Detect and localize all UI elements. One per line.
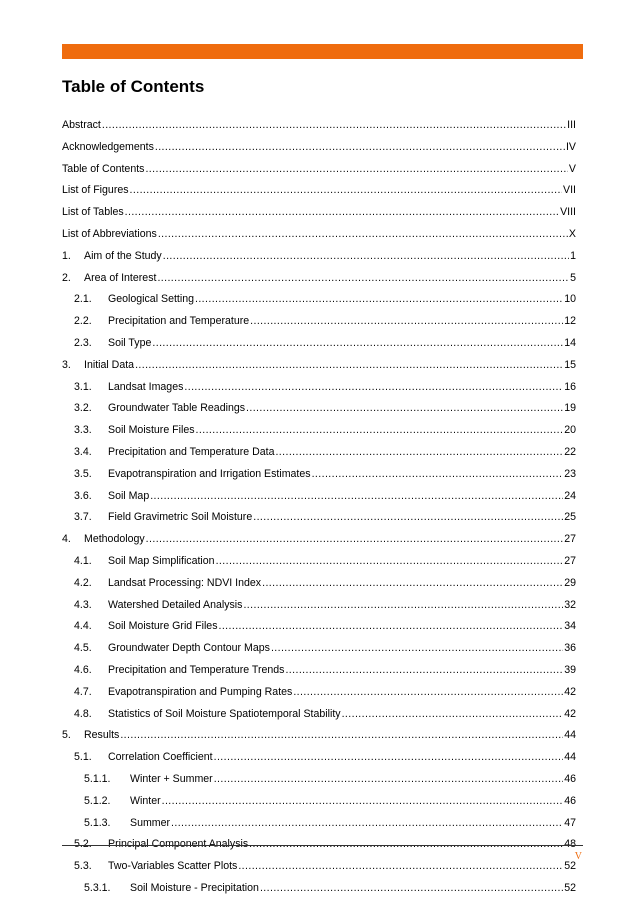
toc-entry-label: Precipitation and Temperature Data — [108, 445, 275, 458]
toc-entry-number: 5.1.1. — [84, 772, 111, 785]
toc-entry-page: 15 — [564, 358, 576, 371]
toc-entry-number: 2.3. — [74, 336, 92, 349]
toc-entry-page: IV — [565, 140, 576, 153]
toc-entry-page: 39 — [564, 663, 576, 676]
toc-entry-page: 47 — [564, 816, 576, 829]
toc-entry-label: Winter + Summer — [130, 772, 213, 785]
toc-entry[interactable] — [62, 202, 576, 224]
toc-entry[interactable] — [62, 246, 576, 268]
toc-dot-leader — [260, 878, 563, 900]
toc-entry-label: Precipitation and Temperature Trends — [108, 663, 285, 676]
toc-dot-leader — [216, 551, 564, 573]
toc-entry[interactable] — [62, 333, 576, 355]
toc-entry-number: 4.1. — [74, 554, 92, 567]
toc-entry-label: Summer — [130, 816, 171, 829]
toc-entry[interactable] — [62, 377, 576, 399]
toc-entry-label: Soil Map Simplification — [108, 554, 215, 567]
toc-dot-leader — [275, 442, 563, 464]
toc-entry-number: 5. — [62, 729, 71, 742]
toc-entry-label: Groundwater Depth Contour Maps — [108, 642, 270, 655]
toc-entry-label: Field Gravimetric Soil Moisture — [108, 511, 253, 524]
toc-entry[interactable] — [62, 660, 576, 682]
toc-entry-page: 46 — [564, 772, 576, 785]
toc-entry-number: 5.1.3. — [84, 816, 111, 829]
toc-entry[interactable] — [62, 551, 576, 573]
toc-entry-label: Watershed Detailed Analysis — [108, 598, 243, 611]
toc-entry-label: Statistics of Soil Moisture Spatiotemporal Stability — [108, 707, 341, 720]
toc-entry-label: Correlation Coefficient — [108, 751, 213, 764]
toc-entry-label: Soil Type — [108, 336, 152, 349]
toc-entry-number: 2.2. — [74, 315, 92, 328]
toc-entry-number: 1. — [62, 249, 71, 262]
toc-dot-leader — [271, 638, 563, 660]
toc-entry-page: 14 — [564, 336, 576, 349]
toc-entry[interactable] — [62, 747, 576, 769]
toc-entry-page: 44 — [564, 729, 576, 742]
toc-entry-label: Aim of the Study — [84, 249, 162, 262]
toc-entry-page: 20 — [564, 424, 576, 437]
toc-dot-leader — [214, 769, 563, 791]
toc-dot-leader — [163, 246, 569, 268]
toc-entry-page: 34 — [564, 620, 576, 633]
toc-entry-number: 3.7. — [74, 511, 92, 524]
toc-entry[interactable] — [62, 595, 576, 617]
toc-entry[interactable] — [62, 159, 576, 181]
toc-entry-page: 12 — [564, 315, 576, 328]
toc-dot-leader — [184, 377, 563, 399]
toc-entry-page: 29 — [564, 576, 576, 589]
toc-dot-leader — [171, 813, 563, 835]
toc-dot-leader — [135, 355, 563, 377]
toc-entry-label: Groundwater Table Readings — [108, 402, 246, 415]
toc-entry-page: 5 — [570, 271, 576, 284]
footer-divider — [62, 845, 583, 846]
toc-dot-leader — [285, 660, 563, 682]
toc-entry-label: Landsat Images — [108, 380, 184, 393]
toc-entry-page: 32 — [564, 598, 576, 611]
toc-entry-number: 3.3. — [74, 424, 92, 437]
toc-entry-label: List of Abbreviations — [62, 227, 157, 240]
toc-dot-leader — [155, 137, 565, 159]
toc-entry-number: 4. — [62, 533, 71, 546]
toc-entry[interactable] — [62, 464, 576, 486]
toc-dot-leader — [342, 704, 564, 726]
toc-entry-page: 52 — [564, 881, 576, 894]
toc-entry[interactable] — [62, 442, 576, 464]
toc-entry-label: Precipitation and Temperature — [108, 315, 250, 328]
toc-entry-label: Evapotranspiration and Pumping Rates — [108, 685, 293, 698]
toc-entry[interactable] — [62, 616, 576, 638]
toc-dot-leader — [293, 682, 563, 704]
toc-dot-leader — [130, 180, 563, 202]
toc-entry-page: 24 — [564, 489, 576, 502]
toc-entry[interactable] — [62, 180, 576, 202]
toc-entry-page: 36 — [564, 642, 576, 655]
toc-entry-label: Soil Moisture Grid Files — [108, 620, 218, 633]
toc-dot-leader — [158, 224, 568, 246]
toc-dot-leader — [262, 573, 563, 595]
toc-entry[interactable] — [62, 289, 576, 311]
toc-dot-leader — [145, 159, 567, 181]
toc-entry-page: 27 — [564, 533, 576, 546]
toc-dot-leader — [238, 856, 563, 878]
toc-dot-leader — [120, 725, 563, 747]
toc-dot-leader — [152, 333, 563, 355]
toc-entry-label: Area of Interest — [84, 271, 157, 284]
toc-entry[interactable] — [62, 398, 576, 420]
toc-entry-label: Evapotranspiration and Irrigation Estimates — [108, 467, 311, 480]
toc-entry-number: 4.7. — [74, 685, 92, 698]
toc-entry[interactable] — [62, 878, 576, 900]
toc-dot-leader — [157, 268, 569, 290]
toc-entry-label: Initial Data — [84, 358, 135, 371]
toc-entry-label: Geological Setting — [108, 293, 194, 306]
toc-entry-number: 5.1. — [74, 751, 92, 764]
toc-dot-leader — [196, 420, 564, 442]
toc-entry[interactable] — [62, 224, 576, 246]
toc-entry-page: 27 — [564, 554, 576, 567]
toc-entry-number: 4.2. — [74, 576, 92, 589]
toc-entry-page: 25 — [564, 511, 576, 524]
toc-entry-number: 3. — [62, 358, 71, 371]
toc-entry-label: Winter — [130, 794, 161, 807]
toc-dot-leader — [195, 289, 563, 311]
toc-entry-number: 4.5. — [74, 642, 92, 655]
toc-entry[interactable] — [62, 311, 576, 333]
toc-entry[interactable] — [62, 115, 576, 137]
toc-entry[interactable] — [62, 268, 576, 290]
toc-entry-page: III — [567, 119, 576, 131]
toc-entry[interactable] — [62, 769, 576, 791]
table-of-contents — [62, 115, 576, 900]
toc-entry-label: Results — [84, 729, 120, 742]
toc-entry[interactable] — [62, 704, 576, 726]
toc-entry-number: 3.6. — [74, 489, 92, 502]
toc-dot-leader — [102, 115, 566, 137]
toc-entry[interactable] — [62, 507, 576, 529]
toc-entry-page: 42 — [564, 707, 576, 720]
toc-dot-leader — [150, 486, 563, 508]
toc-entry-label: Landsat Processing: NDVI Index — [108, 576, 262, 589]
toc-entry[interactable] — [62, 638, 576, 660]
toc-entry-label: Acknowledgements — [62, 140, 154, 153]
toc-entry[interactable] — [62, 573, 576, 595]
toc-entry-label: Table of Contents — [62, 162, 145, 175]
toc-entry[interactable] — [62, 725, 576, 747]
toc-entry-label: Abstract — [62, 119, 101, 131]
toc-entry-number: 4.6. — [74, 663, 92, 676]
toc-entry-number: 2. — [62, 271, 71, 284]
toc-entry[interactable] — [62, 529, 576, 551]
toc-entry[interactable] — [62, 856, 576, 878]
footer-page-number: V — [574, 851, 582, 862]
toc-entry-number: 5.3.1. — [84, 881, 111, 894]
toc-entry-label: Soil Moisture - Precipitation — [130, 881, 259, 894]
toc-entry[interactable] — [62, 486, 576, 508]
toc-dot-leader — [253, 507, 563, 529]
toc-entry-number: 3.5. — [74, 467, 92, 480]
toc-entry-page: V — [568, 162, 576, 175]
toc-dot-leader — [246, 398, 563, 420]
toc-entry-number: 3.4. — [74, 445, 92, 458]
toc-dot-leader — [250, 311, 563, 333]
header-accent-bar — [62, 44, 583, 59]
toc-entry-page: 42 — [564, 685, 576, 698]
toc-dot-leader — [243, 595, 563, 617]
toc-dot-leader — [312, 464, 564, 486]
toc-entry-number: 4.8. — [74, 707, 92, 720]
toc-entry-label: Two-Variables Scatter Plots — [108, 860, 238, 873]
toc-entry-number: 5.3. — [74, 860, 92, 873]
toc-entry-label: List of Figures — [62, 184, 129, 197]
toc-entry-page: X — [568, 227, 576, 240]
toc-entry[interactable] — [62, 137, 576, 159]
toc-entry-page: 23 — [564, 467, 576, 480]
toc-entry-number: 3.1. — [74, 380, 92, 393]
toc-dot-leader — [125, 202, 559, 224]
toc-entry-page: 10 — [564, 293, 576, 306]
toc-entry-page: 22 — [564, 445, 576, 458]
toc-entry-page: 1 — [570, 249, 576, 262]
toc-entry-number: 4.4. — [74, 620, 92, 633]
toc-entry[interactable] — [62, 420, 576, 442]
toc-entry-number: 5.1.2. — [84, 794, 111, 807]
toc-entry-page: VII — [563, 184, 576, 197]
toc-entry-page: 44 — [564, 751, 576, 764]
toc-entry-number: 3.2. — [74, 402, 92, 415]
toc-entry-page: VIII — [560, 206, 576, 219]
toc-entry-number: 4.3. — [74, 598, 92, 611]
toc-entry-label: Soil Map — [108, 489, 150, 502]
toc-dot-leader — [162, 791, 564, 813]
toc-entry-label: List of Tables — [62, 206, 124, 219]
toc-entry-label: Soil Moisture Files — [108, 424, 195, 437]
toc-entry-page: 52 — [564, 860, 576, 873]
toc-entry-page: 16 — [564, 380, 576, 393]
toc-dot-leader — [219, 616, 564, 638]
toc-entry[interactable] — [62, 682, 576, 704]
toc-entry-page: 46 — [564, 794, 576, 807]
page-title: Table of Contents — [62, 77, 205, 96]
toc-entry-label: Methodology — [84, 533, 145, 546]
toc-entry[interactable] — [62, 791, 576, 813]
toc-dot-leader — [214, 747, 564, 769]
toc-entry[interactable] — [62, 355, 576, 377]
toc-entry[interactable] — [62, 813, 576, 835]
toc-dot-leader — [146, 529, 564, 551]
toc-entry-number: 2.1. — [74, 293, 92, 306]
toc-entry-page: 19 — [564, 402, 576, 415]
